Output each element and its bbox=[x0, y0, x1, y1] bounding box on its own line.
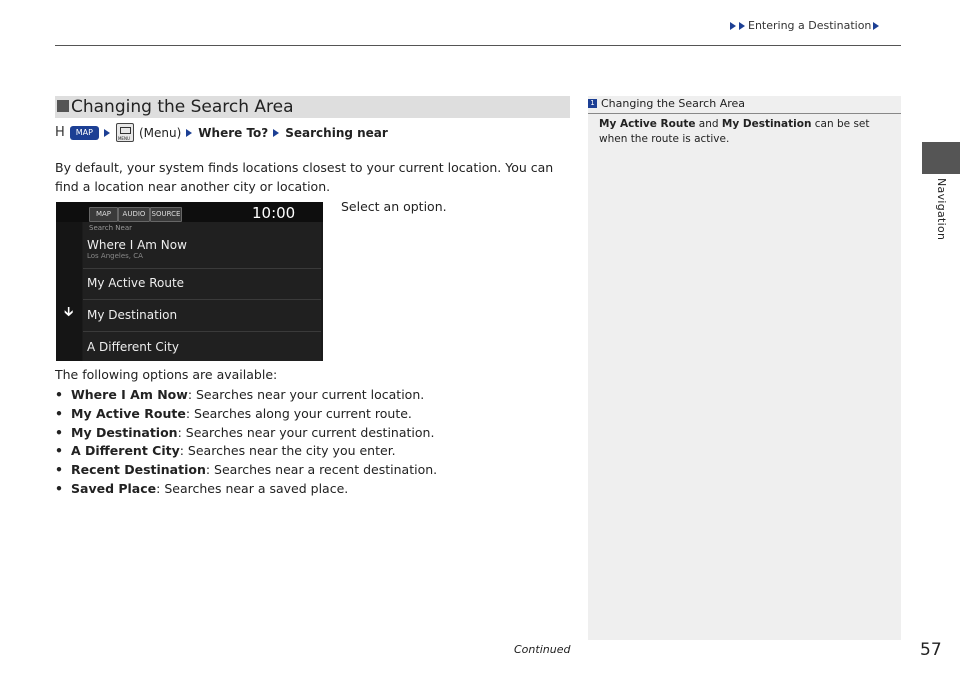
bullet-icon: • bbox=[55, 405, 63, 421]
home-icon: H bbox=[55, 125, 65, 140]
menu-icon bbox=[116, 123, 134, 142]
breadcrumb bbox=[730, 19, 880, 32]
list-item bbox=[55, 405, 570, 424]
map-button-icon: MAP bbox=[70, 126, 99, 140]
square-bullet-icon bbox=[57, 100, 69, 112]
continued-label: Continued bbox=[514, 643, 571, 656]
section-tab bbox=[922, 142, 960, 174]
option-name: A Different City bbox=[71, 443, 180, 459]
list-item bbox=[55, 424, 570, 443]
option-name: My Active Route bbox=[71, 405, 186, 421]
options-list bbox=[55, 386, 570, 499]
option-desc: : Searches near a recent destination. bbox=[205, 462, 438, 478]
breadcrumb-label: Entering a Destination bbox=[748, 19, 872, 32]
screen-left-panel bbox=[56, 222, 82, 361]
triangle-icon bbox=[186, 129, 192, 137]
path-step: Where To? bbox=[198, 125, 269, 140]
option-desc: : Searches near your current destination. bbox=[177, 424, 435, 440]
triangle-icon bbox=[273, 129, 279, 137]
bullet-icon: • bbox=[55, 387, 63, 402]
screen-list-item bbox=[83, 332, 321, 361]
screen-item-sub: Los Angeles, CA bbox=[87, 252, 143, 260]
sidebar-note bbox=[588, 96, 901, 640]
list-item bbox=[55, 480, 570, 499]
screen-source-button: SOURCE bbox=[150, 207, 182, 222]
list-item bbox=[55, 442, 570, 461]
sidebar-text: and bbox=[695, 118, 722, 130]
sidebar-title: Changing the Search Area bbox=[601, 97, 746, 110]
options-intro: The following options are available: bbox=[55, 367, 278, 382]
screen-audio-button: AUDIO bbox=[118, 207, 150, 222]
screen-list-item bbox=[83, 222, 321, 269]
option-desc: : Searches near your current location. bbox=[187, 387, 425, 402]
reference-icon: 1 bbox=[588, 99, 597, 108]
screen-item-label: My Destination bbox=[87, 308, 178, 322]
option-desc: : Searches near the city you enter. bbox=[179, 443, 396, 459]
sidebar-heading bbox=[588, 97, 745, 110]
sidebar-body bbox=[599, 117, 889, 147]
option-name: Saved Place bbox=[71, 480, 157, 496]
screen-list-item bbox=[83, 300, 321, 332]
sidebar-text: can be set when the route is active. bbox=[599, 118, 870, 145]
option-name: Recent Destination bbox=[71, 462, 206, 478]
down-arrow-icon: 🡳 bbox=[64, 305, 74, 320]
header-rule bbox=[55, 45, 901, 46]
section-tab-label: Navigation bbox=[935, 178, 948, 241]
screen-item-label: A Different City bbox=[87, 340, 179, 354]
section-title: Changing the Search Area bbox=[71, 97, 294, 117]
bullet-icon: • bbox=[55, 443, 63, 459]
bullet-icon: • bbox=[55, 480, 63, 496]
screen-item-label: Where I Am Now bbox=[87, 238, 187, 252]
option-name: Where I Am Now bbox=[71, 387, 188, 402]
sidebar-bold: My Destination bbox=[721, 118, 812, 130]
screen-list-header: Search Near bbox=[89, 224, 132, 232]
instruction: Select an option. bbox=[341, 199, 447, 214]
screen-item-label: My Active Route bbox=[87, 276, 185, 290]
menu-path bbox=[55, 123, 388, 142]
screen-list-item bbox=[83, 268, 321, 300]
menu-text: (Menu) bbox=[138, 125, 182, 140]
list-item bbox=[55, 386, 570, 405]
triangle-icon bbox=[739, 22, 745, 30]
option-desc: : Searches near a saved place. bbox=[156, 480, 349, 496]
screen-map-button: MAP bbox=[89, 207, 118, 222]
device-screenshot bbox=[56, 202, 323, 361]
sidebar-bold: My Active Route bbox=[599, 118, 696, 130]
screen-clock: 10:00 bbox=[252, 204, 296, 222]
bullet-icon: • bbox=[55, 424, 63, 440]
triangle-icon bbox=[873, 22, 879, 30]
option-desc: : Searches along your current route. bbox=[185, 405, 412, 421]
triangle-icon bbox=[730, 22, 736, 30]
screen-option-list bbox=[83, 222, 321, 361]
bullet-icon: • bbox=[55, 462, 63, 478]
option-name: My Destination bbox=[71, 424, 178, 440]
intro-paragraph: By default, your system finds locations closest to your current location. You can find a location near another city or location. bbox=[55, 160, 554, 194]
page-number: 57 bbox=[920, 640, 942, 660]
sidebar-rule bbox=[588, 113, 901, 114]
list-item bbox=[55, 461, 570, 480]
path-step: Searching near bbox=[285, 125, 388, 140]
triangle-icon bbox=[104, 129, 110, 137]
